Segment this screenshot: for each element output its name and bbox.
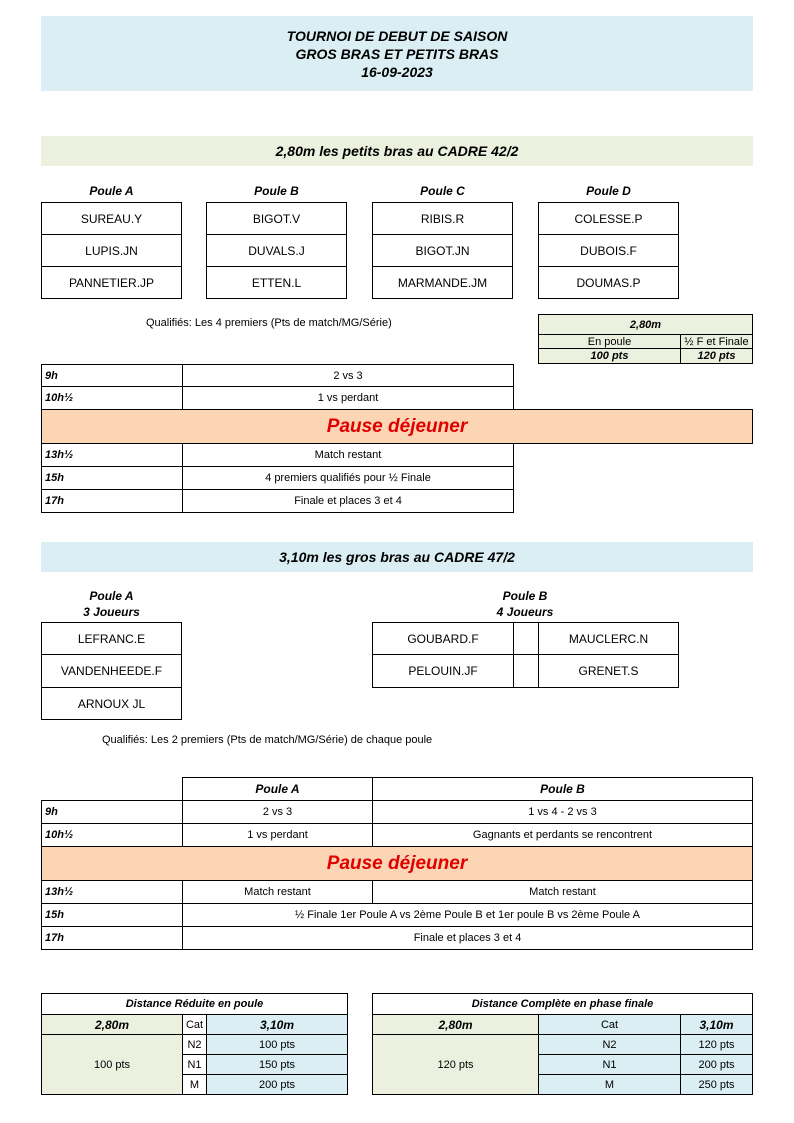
schedule-event-b: 1 vs 4 - 2 vs 3	[372, 800, 753, 824]
distance-complete-header-310: 3,10m	[680, 1014, 753, 1035]
distance-complete-header-280: 2,80m	[372, 1014, 539, 1035]
player-cell: DUVALS.J	[206, 234, 347, 267]
distance-complete-left-value: 120 pts	[372, 1034, 539, 1095]
distance-complete-header-cat: Cat	[538, 1014, 681, 1035]
schedule-event: Finale et places 3 et 4	[182, 489, 514, 513]
points-col2-label: ½ F et Finale	[680, 334, 753, 349]
distance-reduite-title: Distance Réduite en poule	[41, 993, 348, 1015]
player-cell: PELOUIN.JF	[372, 654, 514, 688]
qualifies-note: Qualifiés: Les 2 premiers (Pts de match/MG/Série) de chaque poule	[102, 734, 433, 746]
distance-complete-value: 200 pts	[680, 1054, 753, 1075]
schedule-event-a: 1 vs perdant	[182, 823, 373, 847]
schedule-time: 15h	[41, 466, 183, 490]
distance-complete-value: 250 pts	[680, 1074, 753, 1095]
points-col1-value: 100 pts	[538, 348, 681, 364]
poule-b-separator	[513, 654, 539, 688]
distance-reduite-header-310: 3,10m	[206, 1014, 348, 1035]
player-cell: RIBIS.R	[372, 202, 513, 235]
distance-reduite-cat: N2	[182, 1034, 207, 1055]
player-cell: MAUCLERC.N	[538, 622, 679, 655]
schedule-time: 10h½	[41, 823, 183, 847]
schedule-event: 4 premiers qualifiés pour ½ Finale	[182, 466, 514, 490]
poule-b-label: Poule B	[254, 184, 299, 198]
pause-dejeuner-banner: Pause déjeuner	[41, 846, 753, 881]
player-cell: LEFRANC.E	[41, 622, 182, 655]
player-cell: ETTEN.L	[206, 266, 347, 299]
distance-reduite-value: 100 pts	[206, 1034, 348, 1055]
poule-b-label: Poule B	[502, 589, 548, 603]
pause-dejeuner-banner: Pause déjeuner	[41, 409, 753, 444]
distance-reduite-value: 150 pts	[206, 1054, 348, 1075]
schedule-time: 10h½	[41, 386, 183, 410]
section-petits-bras-title: 2,80m les petits bras au CADRE 42/2	[41, 136, 753, 166]
player-cell: MARMANDE.JM	[372, 266, 513, 299]
distance-reduite-cat: N1	[182, 1054, 207, 1075]
player-cell: DOUMAS.P	[538, 266, 679, 299]
schedule-event-b: Match restant	[372, 880, 753, 904]
schedule-event-merged: Finale et places 3 et 4	[182, 926, 753, 950]
points-table-title: 2,80m	[538, 314, 753, 335]
schedule-event-a: 2 vs 3	[182, 800, 373, 824]
distance-reduite-value: 200 pts	[206, 1074, 348, 1095]
player-cell: DUBOIS.F	[538, 234, 679, 267]
player-cell: GRENET.S	[538, 654, 679, 688]
points-col2-value: 120 pts	[680, 348, 753, 364]
points-col1-label: En poule	[538, 334, 681, 349]
schedule-event-b: Gagnants et perdants se rencontrent	[372, 823, 753, 847]
tournament-subtitle: GROS BRAS ET PETITS BRAS	[295, 45, 499, 62]
poule-a-label: Poule A	[89, 589, 134, 603]
schedule-event-merged: ½ Finale 1er Poule A vs 2ème Poule B et 1er poule B vs 2ème Poule A	[182, 903, 753, 927]
tournament-date: 16-09-2023	[361, 63, 433, 80]
schedule-event: Match restant	[182, 443, 514, 467]
tournament-header	[41, 16, 753, 91]
schedule-event: 2 vs 3	[182, 364, 514, 387]
distance-complete-cat: N1	[538, 1054, 681, 1075]
player-cell: COLESSE.P	[538, 202, 679, 235]
tournament-title: TOURNOI DE DEBUT DE SAISON	[286, 27, 508, 44]
poule-b-sublabel: 4 Joueurs	[496, 605, 554, 619]
player-cell: BIGOT.JN	[372, 234, 513, 267]
section-gros-bras-title: 3,10m les gros bras au CADRE 47/2	[41, 542, 753, 572]
schedule-event: 1 vs perdant	[182, 386, 514, 410]
player-cell: BIGOT.V	[206, 202, 347, 235]
schedule-time: 13h½	[41, 443, 183, 467]
poule-a-sublabel: 3 Joueurs	[83, 605, 140, 619]
player-cell: PANNETIER.JP	[41, 266, 182, 299]
distance-complete-cat: N2	[538, 1034, 681, 1055]
poule-a-label: Poule A	[89, 184, 134, 198]
player-cell: ARNOUX JL	[41, 687, 182, 720]
schedule-time: 15h	[41, 903, 183, 927]
poule-b-separator	[513, 622, 539, 655]
player-cell: SUREAU.Y	[41, 202, 182, 235]
qualifies-note: Qualifiés: Les 4 premiers (Pts de match/MG/Série)	[146, 317, 392, 329]
schedule-time: 17h	[41, 926, 183, 950]
player-cell: LUPIS.JN	[41, 234, 182, 267]
schedule-header-poule-b: Poule B	[372, 777, 753, 801]
distance-reduite-header-280: 2,80m	[41, 1014, 183, 1035]
player-cell: GOUBARD.F	[372, 622, 514, 655]
schedule-event-a: Match restant	[182, 880, 373, 904]
poule-d-label: Poule D	[586, 184, 631, 198]
player-cell: VANDENHEEDE.F	[41, 654, 182, 688]
distance-complete-title: Distance Complète en phase finale	[372, 993, 753, 1015]
distance-reduite-header-cat: Cat	[182, 1014, 207, 1035]
distance-reduite-cat: M	[182, 1074, 207, 1095]
schedule-time: 17h	[41, 489, 183, 513]
distance-complete-cat: M	[538, 1074, 681, 1095]
schedule-time: 9h	[41, 800, 183, 824]
schedule-header-poule-a: Poule A	[182, 777, 373, 801]
distance-reduite-left-value: 100 pts	[41, 1034, 183, 1095]
schedule-time: 13h½	[41, 880, 183, 904]
schedule-time: 9h	[41, 364, 183, 387]
poule-c-label: Poule C	[420, 184, 465, 198]
distance-complete-value: 120 pts	[680, 1034, 753, 1055]
